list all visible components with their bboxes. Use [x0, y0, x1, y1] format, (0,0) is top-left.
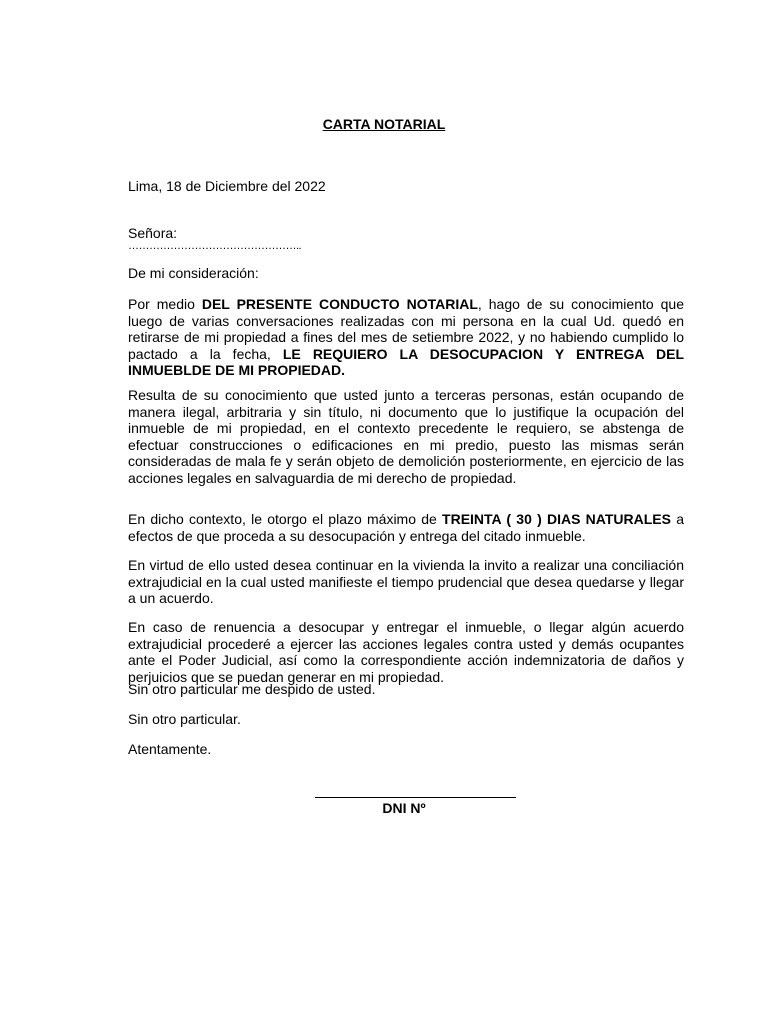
paragraph-5: En caso de renuencia a desocupar y entregar el inmueble, o llegar algún acuerdo extrajudicial procederé a ejercer las acciones legales contra usted y demás ocupantes ante el Poder Judicial, así como la correspondiente acción indemnizatoria de daños y perjuicios que se puedan generar en mi propiedad. [128, 619, 684, 685]
paragraph-3-part-a: En dicho contexto, le otorgo el plazo máximo de [128, 511, 443, 527]
paragraph-1-bold-a: DEL PRESENTE CONDUCTO NOTARIAL [201, 296, 478, 312]
paragraph-3-bold: TREINTA ( 30 ) DIAS NATURALES [442, 511, 671, 527]
paragraph-1 [128, 296, 684, 379]
closing-line-1: Sin otro particular. [128, 711, 241, 727]
addressee-placeholder: ………………………………………….. [128, 240, 302, 252]
addressee-label: Señora: [128, 225, 178, 241]
place-date: Lima, 18 de Diciembre del 2022 [128, 178, 326, 194]
paragraph-4: En virtud de ello usted desea continuar en la vivienda la invito a realizar una conciliación extrajudicial en la cual usted manifieste el tiempo prudencial que desea quedarse y llegar a un acuerdo. [128, 557, 684, 606]
signature-line [315, 797, 516, 798]
paragraph-5-tail: Sin otro particular me despido de usted. [128, 681, 376, 697]
paragraph-3-part-c: a efectos de que proceda a su desocupación y entrega del citado inmueble. [128, 511, 684, 544]
signature-dni-label: DNI Nº [382, 800, 426, 816]
document-title: CARTA NOTARIAL [322, 116, 446, 132]
paragraph-2: Resulta de su conocimiento que usted junto a terceras personas, están ocupando de manera ilegal, arbitraria y sin título, ni documento que lo justifique la ocupación del inmueble de mi propiedad, en el contexto precedente le requiero, se abstenga de efectuar construcciones o edificaciones en mi predio, puesto las mismas serán consideradas de mala fe y serán objeto de demolición posteriormente, en ejercicio de las acciones legales en salvaguardia de mi derecho de propiedad. [128, 387, 684, 486]
paragraph-3 [128, 511, 684, 544]
salutation: De mi consideración: [128, 265, 259, 281]
paragraph-1-part-a: Por medio [128, 296, 202, 312]
closing-line-2: Atentamente. [128, 741, 212, 757]
paragraph-1-part-c: , hago de su conocimiento que luego de varias conversaciones realizadas con mi persona en la cual Ud. quedó en retirarse de mi propiedad a fines del mes de setiembre 2022, y no habiendo cumplido lo pactado a la fecha, [128, 296, 684, 362]
paragraph-1-bold-d: LE REQUIERO LA DESOCUPACION Y ENTREGA DEL INMUEBLDE DE MI PROPIEDAD. [128, 345, 684, 378]
